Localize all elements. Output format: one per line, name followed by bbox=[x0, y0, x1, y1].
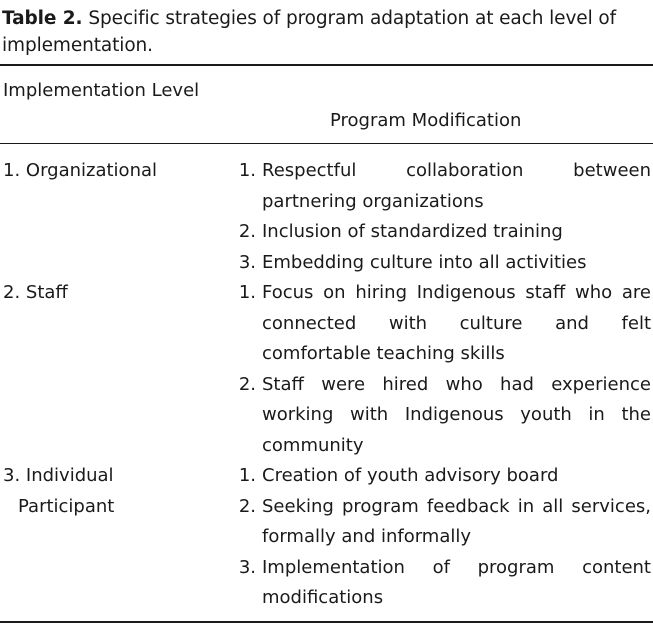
level-label: 2. Staff bbox=[3, 282, 68, 303]
list-item-text: Creation of youth advisory board bbox=[262, 465, 559, 486]
table-row bbox=[0, 278, 653, 461]
table-bottom-rule bbox=[0, 621, 653, 623]
table-caption bbox=[2, 5, 650, 59]
list-item-number: 1. bbox=[238, 282, 256, 303]
list-item bbox=[220, 278, 653, 370]
list-item-number: 1. bbox=[238, 465, 256, 486]
modification-list bbox=[220, 461, 653, 614]
level-label-continued: Participant bbox=[18, 495, 115, 517]
table-header-rule bbox=[0, 143, 653, 144]
header-program-modification: Program Modification bbox=[330, 110, 522, 131]
list-item bbox=[220, 492, 653, 553]
list-item-number: 3. bbox=[238, 251, 256, 273]
list-item-text: Focus on hiring Indigenous staff who are connected with culture and felt comfortable teaching skills bbox=[262, 282, 651, 364]
table-caption-text: Specific strategies of program adaptation at each level of implementation. bbox=[2, 8, 617, 56]
modification-list bbox=[220, 156, 653, 278]
list-item bbox=[220, 156, 653, 217]
list-item bbox=[220, 370, 653, 462]
list-item-text: Implementation of program content modifications bbox=[262, 556, 651, 608]
list-item-text: Respectful collaboration between partnering organizations bbox=[262, 160, 651, 212]
list-item-text: Staff were hired who had experience working with Indigenous youth in the community bbox=[262, 373, 651, 456]
table-row bbox=[0, 156, 653, 278]
header-implementation-level: Implementation Level bbox=[3, 80, 200, 101]
list-item bbox=[220, 248, 653, 279]
table-caption-label: Table 2. bbox=[2, 8, 83, 29]
list-item-number: 3. bbox=[238, 556, 256, 578]
implementation-level-cell bbox=[0, 461, 220, 522]
list-item-number: 2. bbox=[238, 373, 256, 395]
implementation-level-cell bbox=[0, 278, 220, 309]
list-item bbox=[220, 461, 653, 492]
list-item-number: 2. bbox=[238, 221, 256, 242]
list-item-text: Inclusion of standardized training bbox=[262, 221, 563, 242]
list-item bbox=[220, 217, 653, 248]
list-item bbox=[220, 553, 653, 614]
list-item-text: Embedding culture into all activities bbox=[262, 251, 587, 273]
level-label: 1. Organizational bbox=[3, 160, 158, 181]
table-row bbox=[0, 461, 653, 614]
table-body bbox=[0, 156, 653, 614]
implementation-level-cell bbox=[0, 156, 220, 187]
modification-list bbox=[220, 278, 653, 461]
list-item-number: 1. bbox=[238, 160, 256, 181]
level-label: 3. Individual bbox=[3, 465, 114, 486]
list-item-text: Seeking program feedback in all services, formally and informally bbox=[262, 495, 651, 547]
table-top-rule bbox=[0, 64, 653, 66]
list-item-number: 2. bbox=[238, 495, 256, 517]
